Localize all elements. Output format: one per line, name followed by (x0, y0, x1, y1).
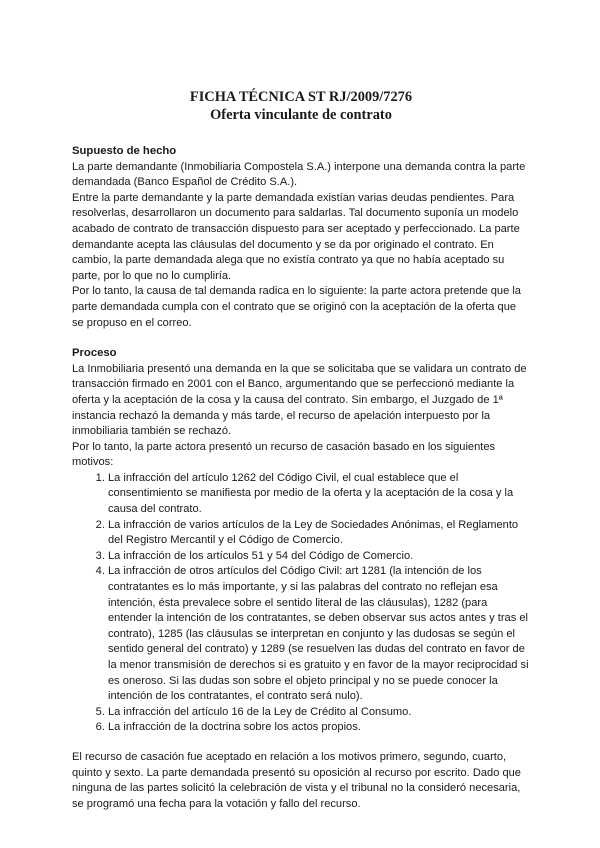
paragraph: La parte demandante (Inmobiliaria Compostela S.A.) interpone una demanda contra la parte demandada (Banco Español de Crédito S.A.). (72, 160, 526, 189)
list-item: 4. La infracción de otros artículos del Código Civil: art 1281 (la intención de los contratantes es lo más importante, y si las palabras del contrato no reflejan esa intención, ésta prevalece sobre el sentido literal de las cláusulas), 1282 (para entender la intención de los contratantes, se deben observar sus actos antes y tras el contrato), 1285 (las cláusulas se interpretan en conjunto y las dudosas se según el sentido general del contrato) y 1289 (se resuelven las dudas del contrato en favor de la menor transmisión de derechos si es gratuito y en favor de la mayor reciprocidad si es oneroso. Si las dudas son sobre el objeto principal y no se puede conocer la intención de los contratantes, el contrato será nulo). (108, 564, 530, 704)
title-subject: Oferta vinculante de contrato (210, 107, 392, 123)
paragraph: Por lo tanto, la causa de tal demanda radica en lo siguiente: la parte actora pretende que la parte demandada cumpla con el contrato que se originó con la aceptación de la oferta que se propuso en el correo. (72, 285, 521, 329)
paragraph: Entre la parte demandante y la parte demandada existían varias deudas pendientes. Para resolverlas, desarrollaron un documento para saldarlas. Tal documento suponía un modelo acabado de contrato de transacción dispuesto para ser aceptado y perfeccionado. La parte demandante acepta las cláusulas del documento y se da por originado el contrato. En cambio, la parte demandada alega que no existía contrato ya que no había aceptado su parte, por lo que no lo cumpliría. (72, 191, 520, 282)
title-case-number: FICHA TÉCNICA ST RJ/2009/7276 (189, 89, 413, 105)
paragraph: La Inmobiliaria presentó una demanda en la que se solicitaba que se validara un contrato de transacción firmado en 2001 con el Banco, argumentando que se perfeccionó mediante la oferta y la aceptación de la cosa y la causa del contrato. Sin embargo, el Juzgado de 1ª instancia rechazó la demanda y más tarde, el recurso de apelación interpuesto por la inmobiliaria también se rechazó. (72, 362, 527, 438)
section-proceso (72, 346, 530, 812)
document-title (72, 88, 530, 124)
list-item: 1. La infracción del artículo 1262 del Código Civil, el cual establece que el consentimiento se manifiesta por medio de la oferta y la aceptación de la cosa y la causa del contrato. (108, 471, 530, 518)
section-heading-supuesto: Supuesto de hecho (72, 145, 177, 157)
section-supuesto (72, 144, 530, 331)
list-item: 6. La infracción de la doctrina sobre los actos propios. (108, 720, 530, 736)
closing-paragraph: El recurso de casación fue aceptado en relación a los motivos primero, segundo, cuarto, quinto y sexto. La parte demandada presentó su oposición al recurso por escrito. Dado que ninguna de las partes solicitó la celebración de vista y el tribunal no la consideró necesaria, se programó una fecha para la votación y fallo del recurso. (72, 750, 521, 810)
motivos-list (72, 471, 530, 736)
list-item: 3. La infracción de los artículos 51 y 54 del Código de Comercio. (108, 549, 530, 565)
section-heading-proceso: Proceso (72, 347, 117, 360)
list-item: 5. La infracción del artículo 16 de la Ley de Crédito al Consumo. (108, 705, 530, 721)
paragraph: Por lo tanto, la parte actora presentó un recurso de casación basado en los siguientes motivos: (72, 440, 496, 469)
list-item: 2. La infracción de varios artículos de la Ley de Sociedades Anónimas, el Reglamento del Registro Mercantil y el Código de Comercio. (108, 518, 530, 549)
